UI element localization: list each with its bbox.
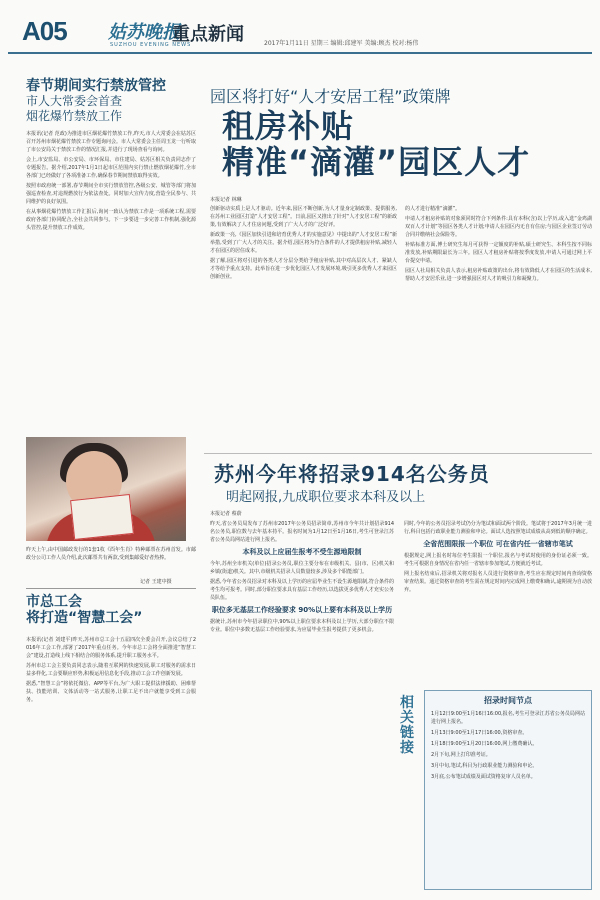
newspaper-logo: 姑苏晚报 [108,22,180,43]
union-paragraph: 苏州市总工会主要负责同志表示,随着互联网的快速发展,职工对服务的需求日益多样化,工会要顺应形势,积极运用信息化手段,推动工会工作创新发展。 [26,663,196,677]
union-headline-1: 市总工会 [26,594,82,610]
timeline-item: 2月下旬,网上打印准考证。 [431,752,491,758]
civil-servant-column-2 [404,518,592,594]
main-paragraph: 的人才进行精准“滴灌”。 [405,206,461,212]
main-headline-line2: 精准“滴灌”园区人才 [222,143,531,181]
photo-credit: 记者 王建中摄 [140,579,172,585]
main-kicker: 园区将打好“人才安居工程”政策牌 [210,87,451,106]
article-paragraph: 昨天,省公务员局发布了苏州市2017年公务员招录简章,苏州市今年共计划招录914名公务员,职位数与去年基本持平。报名时间为1月12日至1月16日,考生可登录江苏省公务员局网站进行网上报名。 [210,521,394,543]
civil-servant-column-1 [210,518,394,634]
main-paragraph: 补贴标准方面,博士研究生每月可获得一定额度的补贴,硕士研究生、本科生按不同标准发放,补贴期限最长为三年。园区人才租房补贴将按季度发放,申请人可通过网上平台提交申请。 [405,242,592,264]
news-photo [26,437,186,541]
left-paragraph: 按照市政府统一部署,春节期间全市实行禁放管控,各级公安、城管等部门将加强巡查检查,对违规燃放行为依法查处。同时加大宣传力度,营造全民参与、共同维护的良好氛围。 [26,183,196,205]
timeline-item: 1月12日9:00至1月16日16:00,报名,考生可登录江苏省公务员局网站进行网上报名。 [431,711,585,725]
divider [204,453,592,454]
left-paragraph: 会上,市安监局、市公安局、市环保局、市住建局、姑苏区相关负责同志作了专题报告。据介绍,2017年1月1日起市区范围内实行禁止燃放烟花爆竹,全市各部门已经做好了各项准备工作,确保春节期间禁放取得实效。 [26,157,196,179]
related-link-tag: 相关链接 [400,695,414,756]
main-headline-line1: 租房补贴 [222,107,355,145]
article-paragraph: 据统计,苏州市今年招录职位中,90%以上职位要求本科及以上学历,大部分职位不限专业。职位中多数无基层工作经验要求,为应届毕业生报考提供了更多机会。 [210,619,394,633]
union-paragraph: 本报讯(记者 刘建平)昨天,苏州市总工会十五届四次全委会召开,会议总结了2016年工会工作,部署了2017年重点任务。今年市总工会将全面推进“智慧工会”建设,打造线上线下相结合的服务体系,提升职工服务水平。 [26,637,196,659]
left-headline-union [26,594,196,626]
dateline: 2017年1月11日 星期三 编辑:邱建军 美编:顾杰 校对:杨伟 [264,40,419,47]
left-paragraph: 本报讯(记者 范政)为推进市区烟花爆竹禁放工作,昨天,市人大常委会在姑苏区召开苏州市烟花爆竹禁放工作专题询问会。市人大常委会主任周玉龙一行听取了市公安局关于禁放工作的情况汇报,并进行了现场查看与询问。 [26,131,197,153]
main-paragraph: 新政策一亮,《园区加快引进和培育优秀人才的实施意见》中提出的“人才安居工程”新举措,受到了广大人才的关注。据介绍,园区将为符合条件的人才提供租房补贴,减轻人才在园区的居住成本。 [210,232,397,254]
main-paragraph: 申请人才租房补贴的对象须同时符合下列条件:具有本科(含)以上学历,或入选“金鸡湖双百人才计划”等园区各类人才计划;申请人在园区内无自有住房;与园区企业签订劳动合同并缴纳社会保险等。 [405,216,592,238]
article-subhead: 职位多无基层工作经验要求 90%以上要有本科及以上学历 [211,606,393,614]
newspaper-logo-en: SUZHOU EVENING NEWS [110,42,192,48]
timeline-box [424,690,592,890]
timeline-box-title: 招录时间节点 [484,696,532,705]
main-paragraph: 园区人社局相关负责人表示,租房补贴政策的出台,将有效降低人才在园区的生活成本,帮助人才安居乐业,进一步增强园区对人才的吸引力和凝聚力。 [405,268,592,282]
left-article-fireworks [26,78,196,232]
main-column-1 [210,203,397,455]
left-subheadline-2: 烟花爆竹禁放工作 [26,109,123,123]
main-column-2 [405,203,592,455]
timeline-item: 3月底,公布笔试成绩及面试资格复审人员名单。 [431,774,536,780]
union-paragraph: 据悉,“智慧工会”将依托微信、APP等平台,为广大职工提供法律援助、困难帮扶、技能培训、文体活动等一站式服务,让职工足不出户就能享受到工会服务。 [26,681,196,703]
article-paragraph: 同时,今年的公务员招录考试仍分为笔试和面试两个阶段。笔试将于2017年3月统一进行,科目包括行政职业能力测验和申论。面试人选按照笔试成绩从高到低的顺序确定。 [404,521,592,535]
page-header [8,8,592,54]
civil-servant-byline: 本报记者 蔡蔚 [210,511,242,517]
union-headline-2: 将打造“智慧工会” [26,610,143,626]
timeline-item: 1月13日9:00至1月17日16:00,资格审查。 [431,730,528,736]
divider [26,588,196,589]
article-paragraph: 今年,苏州全市机关(单位)招录公务员,职位主要分布在市级机关、县(市、区)机关和乡镇(街道)机关。其中,市级机关招录人员数量较多,涉及多个职能部门。 [210,561,394,575]
timeline-item: 1月18日9:00至1月20日16:00,网上缴费确认。 [431,741,538,747]
civil-servant-subheadline: 明起网报,九成职位要求本科及以上 [226,490,426,505]
main-paragraph: 创新驱动实质上是人才驱动。近年来,园区不断创新,为人才量身定制政策、提供服务,在苏州工业园区打造“人才安居工程”。日前,园区又推出了针对“人才安居工程”的新政策,有效解决了人才住房问题,受到了广大人才的广泛好评。 [210,206,397,228]
article-subhead: 全省范围限报一个职位 可在省内任一省辖市笔试 [423,540,573,548]
left-subheadline-1: 市人大常委会首查 [26,94,123,108]
left-headline: 春节期间实行禁放管控 [26,78,166,94]
main-headline [222,108,530,180]
main-article-body [210,203,592,455]
civil-servant-headline: 苏州今年将招录914名公务员 [214,462,490,486]
left-paragraph: 在从事烟花爆竹禁放工作汇报后,询问一致认为禁放工作是一项系统工程,需要政府各部门协同配合,全社会共同参与。下一步要进一步完善工作机制,强化源头管控,提升禁放工作成效。 [26,209,196,231]
left-article-union [26,634,196,704]
photo-stamp-card [70,494,134,540]
article-subhead: 本科及以上应届生报考不受生源地限制 [242,548,362,556]
photo-caption: 昨天上午,由中国邮政发行的1套1枚《酉年生肖》特种邮票在苏州首发。市邮政分公司工作人员介绍,此次邮票共有两款,受到集邮爱好者热捧。 [26,547,196,561]
main-byline: 本报记者 林琳 [210,197,242,203]
main-paragraph: 据了解,园区将对引进的各类人才分层分类给予租房补贴,其中对高层次人才、紧缺人才等给予重点支持。此举旨在进一步优化园区人才发展环境,吸引更多优秀人才来园区创新创业。 [210,258,397,280]
page-number: A05 [22,16,67,46]
section-title: 重点新闻 [172,24,244,45]
article-paragraph: 网上报名结束后,招录机关将对报名人员进行资格审查,考生应在规定时间内查询资格审查结果。通过资格审查的考生需在规定时间内完成网上缴费和确认,逾期视为自动放弃。 [404,571,592,593]
timeline-item: 3月中旬,笔试,科目为行政职业能力测验和申论。 [431,763,538,769]
article-paragraph: 根据规定,网上报名时每位考生限报一个职位,报名与考试时使用的身份证必须一致。考生可根据自身情况在省内任一省辖市参加笔试,方便就近考试。 [404,553,592,567]
article-paragraph: 据悉,今年省公务员招录对本科及以上学历的应届毕业生不设生源地限制,符合条件的考生均可报考。同时,部分职位要求具有基层工作经历,以选拔更多优秀人才充实公务员队伍。 [210,579,394,601]
